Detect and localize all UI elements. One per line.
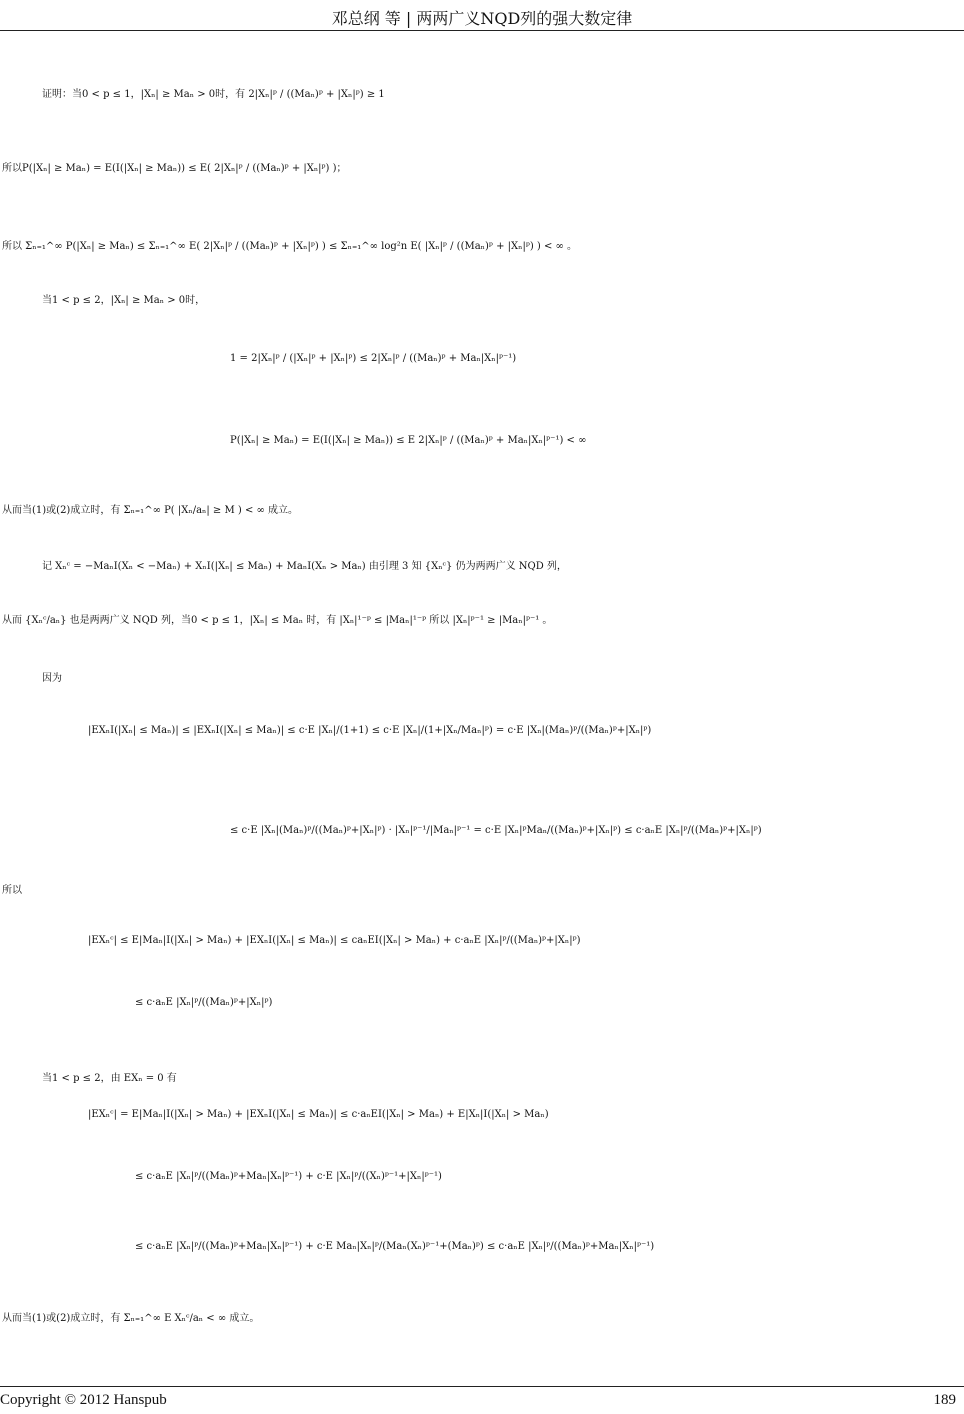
display-eq-1: 1 = 2|Xₙ|ᵖ / (|Xₙ|ᵖ + |Xₙ|ᵖ) ≤ 2|Xₙ|ᵖ / ((Maₙ)ᵖ + Maₙ|Xₙ|ᵖ⁻¹)	[230, 353, 517, 364]
case-p-1-2-b: 当1 < p ≤ 2，由 EXₙ = 0 有	[42, 1073, 177, 1084]
conclusion-2: 从而当(1)或(2)成立时，有 Σₙ₌₁^∞ E Xₙᶜ/aₙ < ∞ 成立。	[2, 1313, 260, 1324]
proof-start: 证明：当0 < p ≤ 1，|Xₙ| ≥ Maₙ > 0时，有 2|Xₙ|ᵖ / ((Maₙ)ᵖ + |Xₙ|ᵖ) ≥ 1	[42, 89, 385, 100]
truncation-def: 记 Xₙᶜ = −MaₙI(Xₙ < −Maₙ) + XₙI(|Xₙ| ≤ Maₙ) + MaₙI(Xₙ > Maₙ) 由引理 3 知 {Xₙᶜ} 仍为两两广义 NQD 列，	[42, 561, 567, 572]
display-eq-4: ≤ c·E |Xₙ|(Maₙ)ᵖ/((Maₙ)ᵖ+|Xₙ|ᵖ) · |Xₙ|ᵖ⁻¹/|Maₙ|ᵖ⁻¹ = c·E |Xₙ|ᵖMaₙ/((Maₙ)ᵖ+|Xₙ|ᵖ) ≤ c·aₙE |Xₙ|ᵖ/((Maₙ)ᵖ+|Xₙ|ᵖ)	[230, 825, 762, 836]
series-bound: 所以 Σₙ₌₁^∞ P(|Xₙ| ≥ Maₙ) ≤ Σₙ₌₁^∞ E( 2|Xₙ|ᵖ / ((Maₙ)ᵖ + |Xₙ|ᵖ) ) ≤ Σₙ₌₁^∞ log²n E( |Xₙ|ᵖ / ((Maₙ)ᵖ + |Xₙ|ᵖ) ) < ∞ 。	[2, 241, 578, 252]
display-eq-8: ≤ c·aₙE |Xₙ|ᵖ/((Maₙ)ᵖ+Maₙ|Xₙ|ᵖ⁻¹) + c·E |Xₙ|ᵖ/((Xₙ)ᵖ⁻¹+|Xₙ|ᵖ⁻¹)	[135, 1171, 442, 1182]
running-header: 邓总纲 等 | 两两广义NQD列的强大数定律	[331, 9, 633, 28]
nqd-remark: 从而 {Xₙᶜ/aₙ} 也是两两广义 NQD 列，当0 < p ≤ 1，|Xₙ| ≤ Maₙ 时，有 |Xₙ|¹⁻ᵖ ≤ |Maₙ|¹⁻ᵖ 所以 |Xₙ|ᵖ⁻¹ ≥ |Maₙ|ᵖ⁻¹ 。	[2, 615, 553, 626]
display-eq-7: |EXₙᶜ| = E|Maₙ|I(|Xₙ| > Maₙ) + |EXₙI(|Xₙ| ≤ Maₙ)| ≤ c·aₙEI(|Xₙ| > Maₙ) + E|Xₙ|I(|Xₙ| > Maₙ)	[88, 1109, 549, 1120]
probability-bound: 所以P(|Xₙ| ≥ Maₙ) = E(I(|Xₙ| ≥ Maₙ)) ≤ E( 2|Xₙ|ᵖ / ((Maₙ)ᵖ + |Xₙ|ᵖ) )；	[2, 163, 347, 174]
footer-rule	[0, 1386, 964, 1387]
display-eq-2: P(|Xₙ| ≥ Maₙ) = E(I(|Xₙ| ≥ Maₙ)) ≤ E 2|Xₙ|ᵖ / ((Maₙ)ᵖ + Maₙ|Xₙ|ᵖ⁻¹) < ∞	[230, 435, 587, 446]
copyright-text: Copyright © 2012 Hanspub	[0, 1392, 167, 1408]
page-number: 189	[933, 1392, 956, 1408]
header-rule	[0, 30, 964, 31]
display-eq-3: |EXₙI(|Xₙ| ≤ Maₙ)| ≤ |EXₙI(|Xₙ| ≤ Maₙ)| ≤ c·E |Xₙ|/(1+1) ≤ c·E |Xₙ|/(1+|Xₙ/Maₙ|ᵖ) = c·E |Xₙ|(Maₙ)ᵖ/((Maₙ)ᵖ+|Xₙ|ᵖ)	[88, 725, 652, 736]
because-label: 因为	[42, 673, 62, 684]
conclusion-1: 从而当(1)或(2)成立时，有 Σₙ₌₁^∞ P( |Xₙ/aₙ| ≥ M ) < ∞ 成立。	[2, 505, 299, 516]
display-eq-5: |EXₙᶜ| ≤ E|Maₙ|I(|Xₙ| > Maₙ) + |EXₙI(|Xₙ| ≤ Maₙ)| ≤ caₙEI(|Xₙ| > Maₙ) + c·aₙE |Xₙ|ᵖ/((Maₙ)ᵖ+|Xₙ|ᵖ)	[88, 935, 581, 946]
so-label: 所以	[2, 885, 22, 896]
display-eq-9: ≤ c·aₙE |Xₙ|ᵖ/((Maₙ)ᵖ+Maₙ|Xₙ|ᵖ⁻¹) + c·E Maₙ|Xₙ|ᵖ/(Maₙ(Xₙ)ᵖ⁻¹+(Maₙ)ᵖ) ≤ c·aₙE |Xₙ|ᵖ/((Maₙ)ᵖ+Maₙ|Xₙ|ᵖ⁻¹)	[135, 1241, 655, 1252]
display-eq-6: ≤ c·aₙE |Xₙ|ᵖ/((Maₙ)ᵖ+|Xₙ|ᵖ)	[135, 997, 273, 1008]
case-p-1-2: 当1 < p ≤ 2，|Xₙ| ≥ Maₙ > 0时，	[42, 295, 206, 306]
